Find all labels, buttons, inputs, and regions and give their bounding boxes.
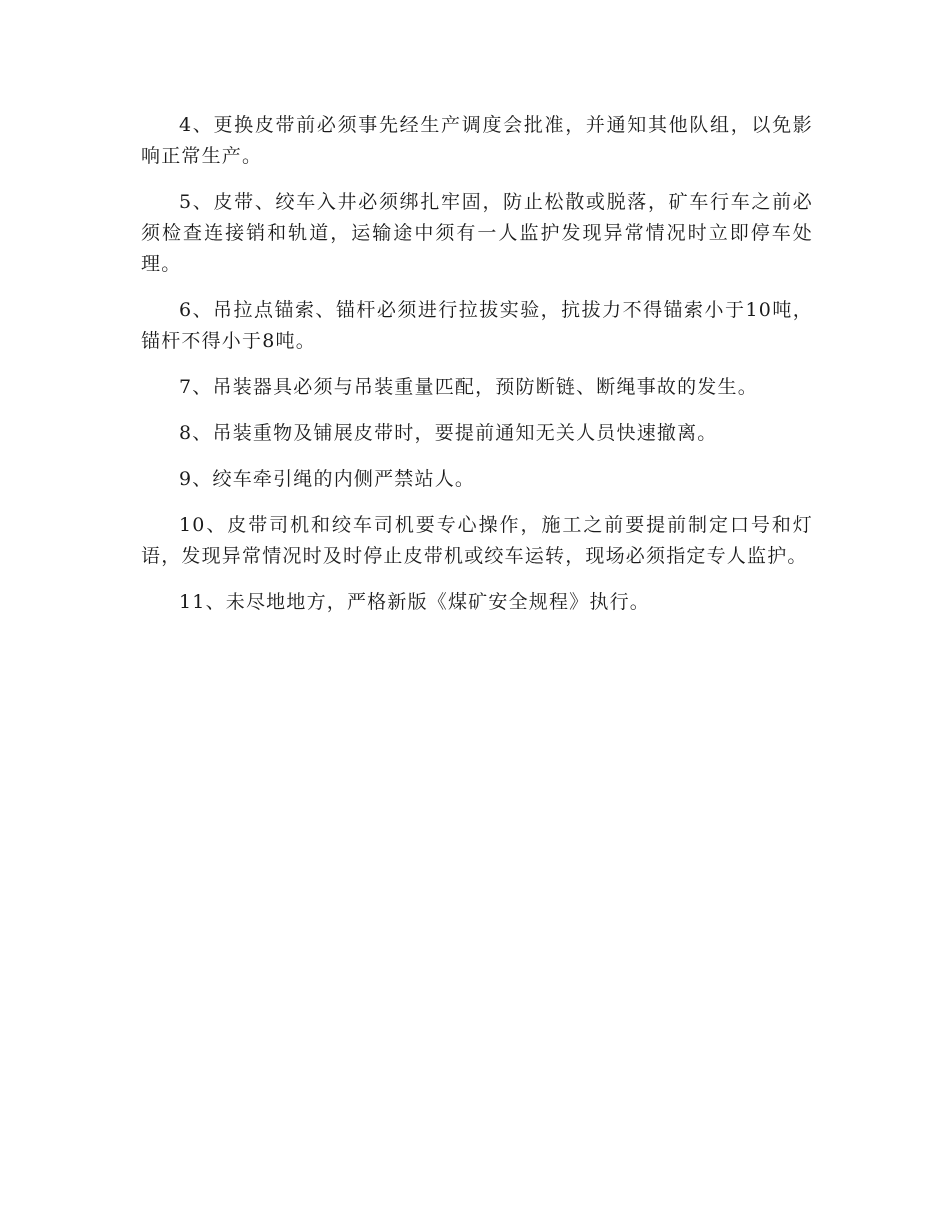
document-body (141, 110, 813, 633)
paragraph-item-8: 8、吊装重物及铺展皮带时，要提前通知无关人员快速撤离。 (179, 422, 718, 444)
paragraph-item-6: 6、吊拉点锚索、锚杆必须进行拉拔实验，抗拔力不得锚索小于10吨，锚杆不得小于8吨。 (141, 299, 813, 352)
paragraph-item-11: 11、未尽地地方，严格新版《煤矿安全规程》执行。 (179, 591, 650, 613)
paragraph-item-4: 4、更换皮带前必须事先经生产调度会批准，并通知其他队组，以免影响正常生产。 (141, 114, 813, 167)
paragraph-item-7: 7、吊装器具必须与吊装重量匹配，预防断链、断绳事故的发生。 (179, 376, 758, 398)
paragraph-item-9: 9、绞车牵引绳的内侧严禁站人。 (179, 468, 476, 490)
paragraph-item-10: 10、皮带司机和绞车司机要专心操作，施工之前要提前制定口号和灯语，发现异常情况时及时停止皮带机或绞车运转，现场必须指定专人监护。 (141, 514, 813, 567)
paragraph-item-5: 5、皮带、绞车入井必须绑扎牢固，防止松散或脱落，矿车行车之前必须检查连接销和轨道，运输途中须有一人监护发现异常情况时立即停车处理。 (141, 191, 813, 275)
